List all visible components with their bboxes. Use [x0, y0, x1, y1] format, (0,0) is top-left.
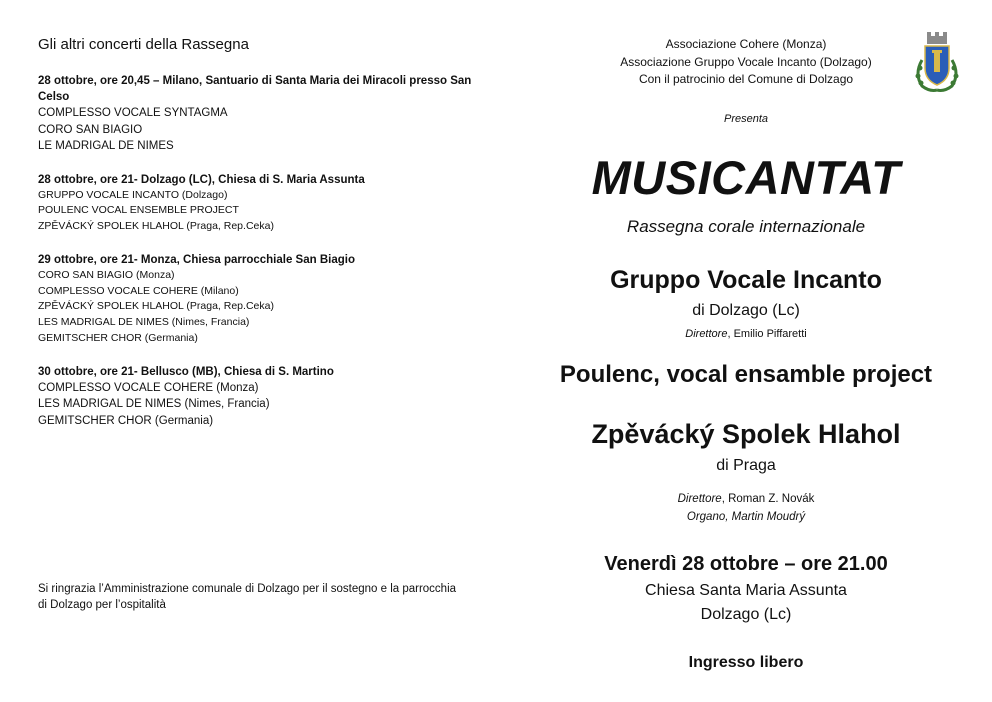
other-concerts-column: [38, 36, 478, 446]
concert-choir: POULENC VOCAL ENSEMBLE PROJECT: [38, 204, 239, 217]
concert-1: [38, 73, 478, 155]
event-subtitle: Rassegna corale internazionale: [626, 217, 866, 236]
concert-choir: COMPLESSO VOCALE COHERE (Monza): [38, 381, 259, 394]
patronage-line: Con il patrocinio del Comune di Dolzago: [638, 72, 854, 86]
concert-choir: LE MADRIGAL DE NIMES: [38, 140, 174, 152]
event-datetime: Venerdì 28 ottobre – ore 21.00: [604, 553, 888, 575]
concert-heading: 28 ottobre, ore 21- Dolzago (LC), Chiesa di S. Maria Assunta: [38, 173, 365, 186]
concert-4: [38, 364, 478, 430]
concert-choir: GEMITSCHER CHOR (Germania): [38, 414, 214, 427]
choir-name: Zpěvácký Spolek Hlahol: [591, 419, 901, 449]
event-town: Dolzago (Lc): [700, 606, 792, 623]
director-label: Direttore: [685, 328, 728, 340]
concert-choir: ZPĚVÁCKÝ SPOLEK HLAHOL (Praga, Rep.Ceka): [38, 300, 274, 313]
concert-heading: 29 ottobre, ore 21- Monza, Chiesa parrocchiale San Biagio: [38, 253, 355, 266]
choir-director: [500, 493, 992, 505]
concert-choir: CORO SAN BIAGIO: [38, 123, 143, 136]
choir-name: Gruppo Vocale Incanto: [610, 266, 882, 294]
event-title: MUSICANTAT: [591, 151, 901, 204]
municipal-crest-icon: [912, 30, 962, 94]
choir-origin: di Praga: [716, 457, 776, 474]
free-entry-label: Ingresso libero: [688, 654, 804, 671]
director-name: , Emilio Piffaretti: [727, 328, 807, 340]
organizer-line: Associazione Gruppo Vocale Incanto (Dolzago): [620, 54, 872, 69]
choir-director: [500, 328, 992, 340]
concert-2: [38, 172, 478, 235]
concert-choir: LES MADRIGAL DE NIMES (Nimes, Francia): [38, 316, 250, 329]
other-concerts-title: Gli altri concerti della Rassegna: [38, 36, 249, 53]
director-name: , Roman Z. Novák: [721, 493, 815, 505]
organist: Organo, Martin Moudrý: [686, 511, 806, 523]
choir-name: Poulenc, vocal ensamble project: [559, 361, 933, 388]
thanks-note: Si ringrazia l’Amministrazione comunale di Dolzago per il sostegno e la parrocchia di Dolzago per l’ospitalità: [38, 583, 457, 611]
concert-heading: 28 ottobre, ore 20,45 – Milano, Santuario di Santa Maria dei Miracoli presso San Celso: [38, 75, 472, 103]
choir-origin: di Dolzago (Lc): [692, 302, 800, 319]
presents-label: Presenta: [723, 113, 769, 125]
concert-choir: LES MADRIGAL DE NIMES (Nimes, Francia): [38, 398, 270, 411]
concert-choir: ZPĚVÁCKÝ SPOLEK HLAHOL (Praga, Rep.Ceka): [38, 220, 274, 233]
concert-heading: 30 ottobre, ore 21- Bellusco (MB), Chiesa di S. Martino: [38, 365, 334, 378]
concert-choir: GEMITSCHER CHOR (Germania): [38, 332, 198, 345]
event-venue: Chiesa Santa Maria Assunta: [645, 582, 847, 599]
concert-choir: CORO SAN BIAGIO (Monza): [38, 268, 175, 281]
organizer-line: Associazione Cohere (Monza): [665, 37, 827, 51]
concert-choir: COMPLESSO VOCALE COHERE (Milano): [38, 284, 239, 297]
concert-3: [38, 252, 478, 347]
concert-choir: COMPLESSO VOCALE SYNTAGMA: [38, 107, 228, 119]
director-label: Direttore: [677, 493, 722, 505]
concert-choir: GRUPPO VOCALE INCANTO (Dolzago): [38, 188, 228, 201]
